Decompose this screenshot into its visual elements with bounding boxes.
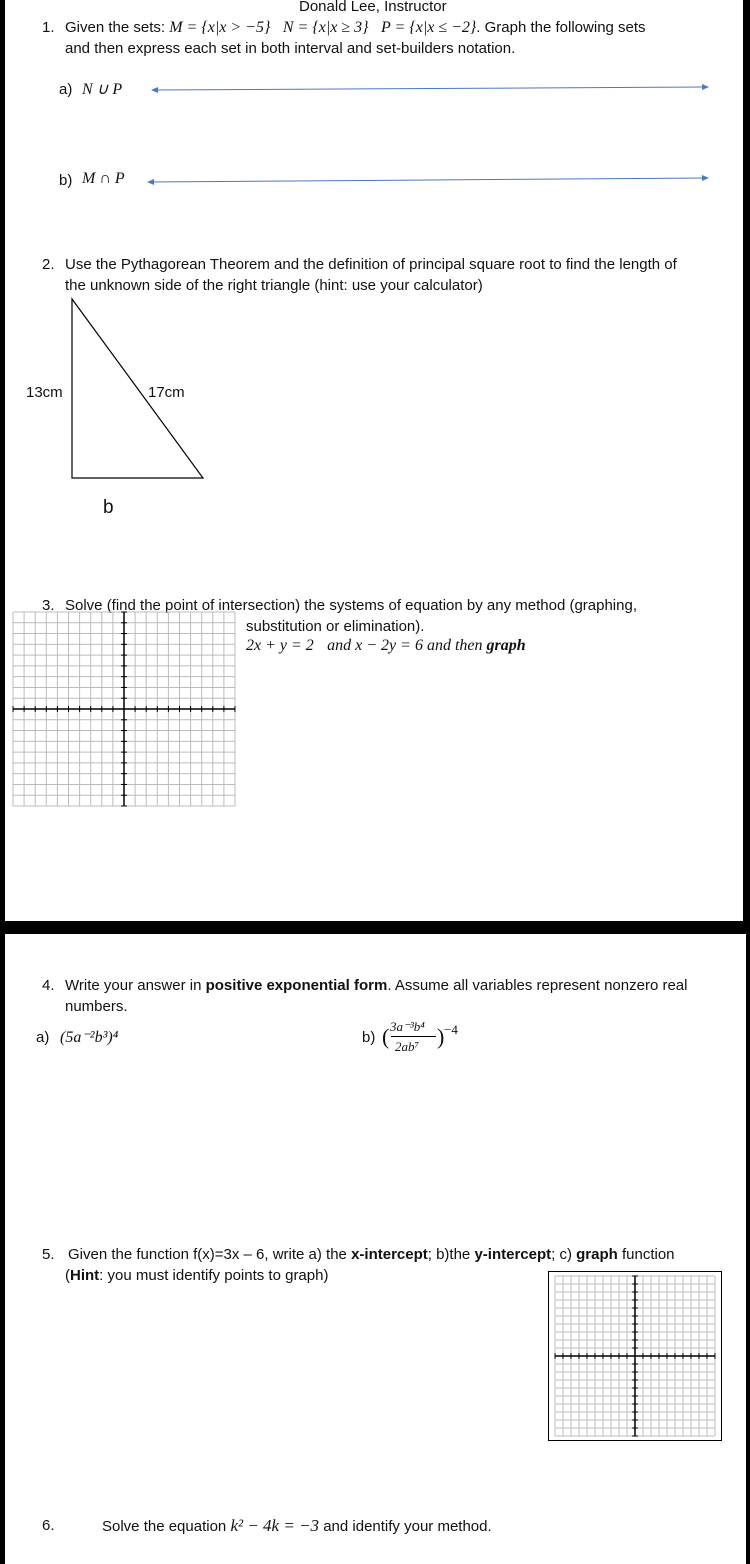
q5-hint-bold: Hint: [70, 1267, 100, 1284]
q5-hint-open: (: [65, 1267, 70, 1284]
q3-line2: substitution or elimination).: [246, 618, 425, 635]
q4-bold-text: positive exponential form: [205, 977, 388, 994]
q4-text-prefix: Write your answer in: [65, 977, 206, 994]
q1-line2: and then express each set in both interval and set-builders notation.: [65, 40, 516, 57]
q5-y-intercept: y-intercept: [474, 1246, 552, 1263]
q1-set-p: P = {x|x ≤ −2}: [381, 19, 477, 36]
q5-number: 5.: [42, 1246, 55, 1263]
worksheet-page-1: [5, 0, 743, 921]
q1a-label: a): [59, 81, 73, 98]
triangle-hypotenuse-17cm: 17cm: [148, 384, 185, 401]
q5-text-2: ; b)the: [427, 1246, 475, 1263]
q1-text-suffix: . Graph the following sets: [476, 19, 646, 36]
q3-equation-2: and x − 2y = 6 and then: [327, 637, 487, 654]
q3-line1: Solve (find the point of intersection) the systems of equation by any method (graphing,: [65, 597, 637, 614]
q5-text-1: Given the function f(x)=3x – 6, write a) the: [68, 1246, 352, 1263]
q2-line1: Use the Pythagorean Theorem and the definition of principal square root to find the length of: [65, 256, 677, 273]
q3-equation-1: 2x + y = 2: [246, 637, 314, 654]
q4-number: 4.: [42, 977, 55, 994]
q4b-numerator: 3a⁻³b⁴: [390, 1019, 425, 1034]
q3-number: 3.: [42, 597, 55, 614]
instructor-header: Donald Lee, Instructor: [299, 0, 447, 15]
q6-text-suffix: and identify your method.: [319, 1518, 492, 1535]
q1a-expression: N ∪ P: [82, 81, 123, 98]
q2-number: 2.: [42, 256, 55, 273]
q4a-label: a): [36, 1029, 50, 1046]
q4-text-suffix: . Assume all variables represent nonzero real: [387, 977, 688, 994]
worksheet-page-2: [5, 934, 746, 1564]
q1-set-n: N = {x|x ≥ 3}: [282, 19, 369, 36]
q5-line1: [68, 1244, 675, 1265]
q3-graph-word: graph: [486, 637, 526, 654]
q5-text-3: ; c): [551, 1246, 577, 1263]
q1-number: 1.: [42, 19, 55, 36]
q1-set-m: M = {x|x > −5}: [169, 19, 271, 36]
q4b-exponent: −4: [444, 1022, 458, 1037]
q5-graph-word: graph: [576, 1246, 618, 1263]
q6-text-prefix: Solve the equation: [102, 1518, 231, 1535]
q6-number: 6.: [42, 1517, 55, 1534]
q5-coordinate-grid[interactable]: [555, 1276, 715, 1436]
q5-hint-rest: : you must identify points to graph): [99, 1267, 329, 1284]
triangle-side-b: b: [103, 497, 114, 518]
q4b-close-paren: ): [437, 1024, 445, 1049]
q6-line: [102, 1515, 492, 1537]
q4b-expression: [382, 1014, 462, 1058]
q1-text-prefix: Given the sets:: [65, 19, 170, 36]
q1b-expression: M ∩ P: [82, 170, 125, 187]
q2-line2: the unknown side of the right triangle (hint: use your calculator): [65, 277, 483, 294]
q4b-open-paren: (: [382, 1024, 390, 1049]
q4-line2: numbers.: [65, 998, 128, 1015]
q3-coordinate-grid[interactable]: [13, 612, 235, 806]
q4b-fraction-bar: [391, 1036, 436, 1037]
q4-line1: [65, 975, 687, 996]
q4a-expression: (5a⁻²b³)⁴: [60, 1029, 119, 1046]
q3-equations: [246, 637, 526, 655]
q4b-denominator: 2ab⁷: [395, 1039, 420, 1054]
q6-equation: k² − 4k = −3: [230, 1516, 320, 1535]
triangle-side-13cm: 13cm: [26, 384, 63, 401]
q5-line2: [65, 1265, 328, 1286]
q1b-label: b): [59, 172, 73, 189]
q4b-label: b): [362, 1029, 376, 1046]
q5-text-4: function: [617, 1246, 675, 1263]
q5-x-intercept: x-intercept: [351, 1246, 428, 1263]
